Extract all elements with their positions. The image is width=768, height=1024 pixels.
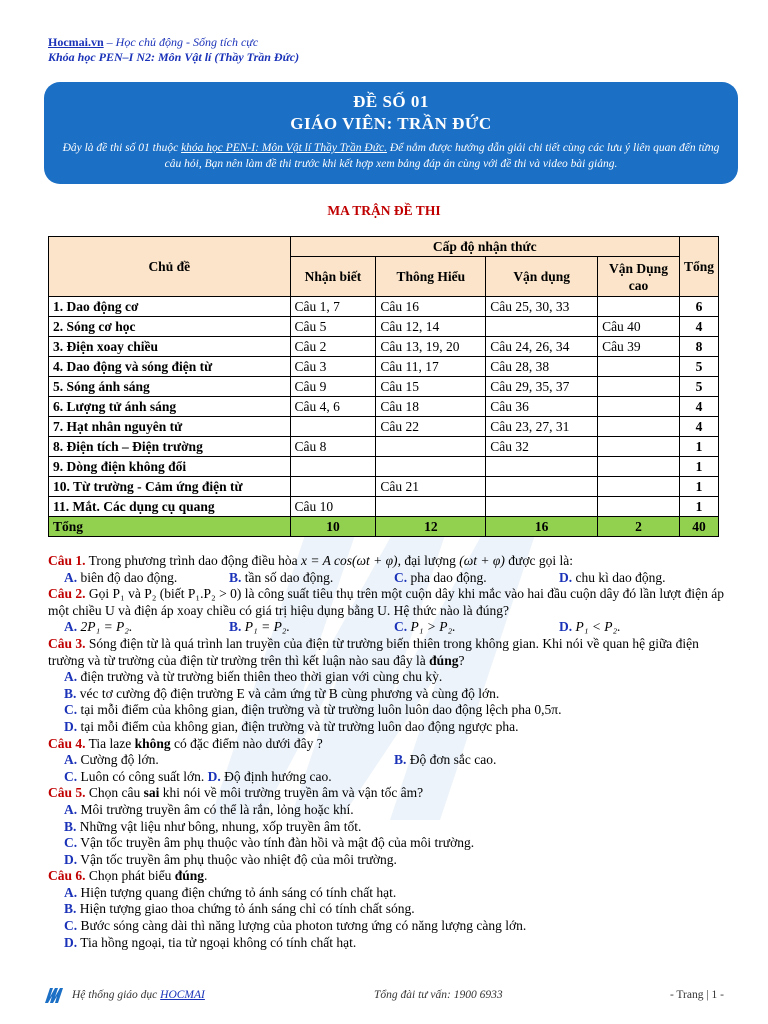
option[interactable]: C. P₁ > P₂. bbox=[394, 619, 456, 635]
banner-description: Đây là đề thi số 01 thuộc khóa học PEN-I: Môn Vật lí Thầy Trần Đức. Để nắm được hướng dẫn giải chi tiết cùng các lưu ý liên quan đến từng câu hỏi, Bạn nên làm đề thi trước khi kết hợp xem bảng đáp án cùng với đề thi và video bài giảng. bbox=[62, 142, 720, 170]
question-2: Câu 2. Gọi P₁ và P₂ (biết P₁.P₂ > 0) là công suất tiêu thụ trên một cuộn dây khi mắc vào hai đầu cuộn dây đó lần lượt điện áp một chiều U và điện áp xoay chiều có giá trị hiệu dụng bằng U. Hệ thức nào là đúng? bbox=[48, 586, 725, 618]
total-cell: 1 bbox=[679, 457, 718, 477]
matrix-row bbox=[49, 357, 719, 377]
question-cell bbox=[290, 417, 376, 437]
question-4: Câu 4. Tia laze không có đặc điểm nào dưới đây ? bbox=[48, 735, 323, 751]
matrix-row bbox=[49, 497, 719, 517]
option[interactable]: B. Độ đơn sắc cao. bbox=[394, 752, 497, 768]
question-cell bbox=[486, 497, 598, 517]
question-cell: Câu 2 bbox=[290, 337, 376, 357]
total-cell: 6 bbox=[679, 297, 718, 317]
topic-cell: 2. Sóng cơ học bbox=[49, 317, 291, 337]
option[interactable]: C. pha dao động. bbox=[394, 569, 487, 585]
topic-cell: 9. Dòng điện không đổi bbox=[49, 457, 291, 477]
level-header: Vận dụng bbox=[486, 257, 598, 297]
question-cell: Câu 28, 38 bbox=[486, 357, 598, 377]
option[interactable]: A. Cường độ lớn. bbox=[64, 752, 159, 768]
question-cell bbox=[376, 437, 486, 457]
question-cell: Câu 12, 14 bbox=[376, 317, 486, 337]
matrix-row bbox=[49, 457, 719, 477]
question-cell bbox=[598, 437, 680, 457]
question-1: Câu 1. Trong phương trình dao động điều hòa x = A cos(ωt + φ), đại lượng (ωt + φ) được gọi là: bbox=[48, 553, 573, 568]
matrix-row bbox=[49, 417, 719, 437]
col-total: Tổng bbox=[679, 237, 718, 297]
option[interactable]: D. Tia hồng ngoại, tia tử ngoại không có tính chất hạt. bbox=[64, 934, 357, 950]
question-cell: Câu 29, 35, 37 bbox=[486, 377, 598, 397]
question-cell: Câu 3 bbox=[290, 357, 376, 377]
question-cell bbox=[290, 457, 376, 477]
option[interactable]: D. tại mỗi điểm của không gian, điện trường và từ trường luôn dao động ngược pha. bbox=[64, 718, 519, 734]
topic-cell: 6. Lượng tử ánh sáng bbox=[49, 397, 291, 417]
sum-cell: 2 bbox=[598, 517, 680, 537]
matrix-row bbox=[49, 397, 719, 417]
total-cell: 5 bbox=[679, 357, 718, 377]
hocmai-link[interactable]: HOCMAI bbox=[160, 989, 205, 1001]
option[interactable]: B. Hiện tượng giao thoa chứng tỏ ánh sáng chỉ có tính chất sóng. bbox=[64, 901, 415, 917]
option[interactable]: D. P₁ < P₂. bbox=[559, 619, 621, 635]
topic-cell: 8. Điện tích – Điện trường bbox=[49, 437, 291, 457]
matrix-row bbox=[49, 297, 719, 317]
option[interactable]: A. Hiện tượng quang điện chứng tỏ ánh sáng có tính chất hạt. bbox=[64, 884, 397, 900]
page-header bbox=[48, 35, 299, 65]
matrix-row bbox=[49, 477, 719, 497]
sum-row bbox=[49, 517, 719, 537]
topic-cell: 1. Dao động cơ bbox=[49, 297, 291, 317]
matrix-row bbox=[49, 437, 719, 457]
matrix-row bbox=[49, 317, 719, 337]
question-cell: Câu 40 bbox=[598, 317, 680, 337]
question-cell bbox=[598, 397, 680, 417]
question-cell bbox=[290, 477, 376, 497]
topic-cell: 7. Hạt nhân nguyên tử bbox=[49, 417, 291, 437]
question-cell bbox=[486, 477, 598, 497]
question-3: Câu 3. Sóng điện từ là quá trình lan truyền của điện từ trường biến thiên trong không gian. Khi nói về quan hệ giữa điện trường và từ trường của điện từ trường trên thì kết luận nào sau đây là đúng? bbox=[48, 635, 699, 668]
level-header: Vận Dụng cao bbox=[598, 257, 680, 297]
question-cell: Câu 36 bbox=[486, 397, 598, 417]
question-cell: Câu 13, 19, 20 bbox=[376, 337, 486, 357]
question-cell: Câu 11, 17 bbox=[376, 357, 486, 377]
question-cell: Câu 22 bbox=[376, 417, 486, 437]
option[interactable]: A. Môi trường truyền âm có thể là rắn, lỏng hoặc khí. bbox=[64, 801, 354, 817]
option[interactable]: B. véc tơ cường độ điện trường E và cảm ứng từ B cùng phương và cùng độ lớn. bbox=[64, 685, 500, 701]
topic-cell: 3. Điện xoay chiều bbox=[49, 337, 291, 357]
option[interactable]: C. tại mỗi điểm của không gian, điện trường và từ trường luôn luôn dao động lệch pha 0,5π. bbox=[64, 702, 562, 718]
question-cell bbox=[598, 417, 680, 437]
option[interactable]: B. tần số dao động. bbox=[229, 569, 334, 585]
option[interactable]: C. Bước sóng càng dài thì năng lượng của photon tương ứng có năng lượng càng lớn. bbox=[64, 918, 527, 934]
question-cell: Câu 1, 7 bbox=[290, 297, 376, 317]
question-cell: Câu 21 bbox=[376, 477, 486, 497]
topic-cell: 10. Từ trường - Cảm ứng điện từ bbox=[49, 477, 291, 497]
title-banner bbox=[44, 82, 738, 184]
question-cell bbox=[598, 297, 680, 317]
level-header: Thông Hiểu bbox=[376, 257, 486, 297]
site-link[interactable]: Hocmai.vn bbox=[48, 35, 104, 49]
question-cell bbox=[486, 457, 598, 477]
question-cell bbox=[486, 317, 598, 337]
footer-system: Hệ thống giáo dục HOCMAI bbox=[72, 989, 205, 1001]
exam-title: ĐỀ SỐ 01 bbox=[353, 92, 429, 111]
total-cell: 4 bbox=[679, 397, 718, 417]
footer-hotline: Tổng đài tư vấn: 1900 6933 bbox=[374, 989, 503, 1001]
total-cell: 4 bbox=[679, 417, 718, 437]
total-cell: 8 bbox=[679, 337, 718, 357]
q4-options-row1 bbox=[48, 752, 728, 769]
total-cell: 1 bbox=[679, 497, 718, 517]
total-cell: 1 bbox=[679, 437, 718, 457]
page-footer bbox=[44, 986, 724, 1006]
question-cell bbox=[598, 457, 680, 477]
option[interactable]: A. 2P₁ = P₂. bbox=[64, 619, 133, 635]
questions bbox=[48, 553, 728, 951]
option[interactable]: D. Độ định hướng cao. bbox=[207, 768, 332, 784]
level-header: Nhận biết bbox=[290, 257, 376, 297]
sum-cell: 12 bbox=[376, 517, 486, 537]
topic-cell: 11. Mắt. Các dụng cụ quang bbox=[49, 497, 291, 517]
question-cell bbox=[598, 377, 680, 397]
exam-matrix-table bbox=[48, 236, 719, 537]
question-cell: Câu 8 bbox=[290, 437, 376, 457]
question-cell: Câu 39 bbox=[598, 337, 680, 357]
course-link[interactable]: khóa học PEN-I: Môn Vật lí Thầy Trần Đức. bbox=[181, 142, 387, 154]
matrix-row bbox=[49, 337, 719, 357]
q4-options-row2 bbox=[48, 769, 728, 786]
question-cell: Câu 9 bbox=[290, 377, 376, 397]
sum-cell: 10 bbox=[290, 517, 376, 537]
question-cell: Câu 4, 6 bbox=[290, 397, 376, 417]
sum-label: Tổng bbox=[49, 517, 291, 537]
question-cell bbox=[598, 477, 680, 497]
question-5: Câu 5. Chọn câu sai khi nói về môi trường truyền âm và vận tốc âm? bbox=[48, 785, 424, 801]
course-name: Khóa học PEN–I N2: Môn Vật lí (Thầy Trần Đức) bbox=[48, 50, 300, 64]
option[interactable]: D. Vận tốc truyền âm phụ thuộc vào nhiệt độ của môi trường. bbox=[64, 851, 397, 867]
option[interactable]: D. chu kì dao động. bbox=[559, 569, 666, 585]
q1-options bbox=[48, 570, 728, 587]
question-cell: Câu 10 bbox=[290, 497, 376, 517]
question-cell: Câu 24, 26, 34 bbox=[486, 337, 598, 357]
option[interactable]: A. điện trường và từ trường biến thiên theo thời gian với cùng chu kỳ. bbox=[64, 669, 443, 685]
sum-total: 40 bbox=[679, 517, 718, 537]
question-6: Câu 6. Chọn phát biểu đúng. bbox=[48, 868, 208, 884]
col-topic: Chủ đề bbox=[49, 237, 291, 297]
option[interactable]: A. biên độ dao động. bbox=[64, 569, 178, 585]
option[interactable]: B. P₁ = P₂. bbox=[229, 619, 290, 635]
page-number: - Trang | 1 - bbox=[669, 989, 724, 1001]
total-cell: 1 bbox=[679, 477, 718, 497]
sum-cell: 16 bbox=[486, 517, 598, 537]
question-cell: Câu 15 bbox=[376, 377, 486, 397]
option[interactable]: C. Vận tốc truyền âm phụ thuộc vào tính đàn hồi và mật độ của môi trường. bbox=[64, 835, 475, 851]
question-cell bbox=[598, 497, 680, 517]
q2-options bbox=[48, 619, 728, 636]
total-cell: 4 bbox=[679, 317, 718, 337]
question-cell: Câu 25, 30, 33 bbox=[486, 297, 598, 317]
teacher-name: GIÁO VIÊN: TRẦN ĐỨC bbox=[290, 114, 492, 133]
slogan: – Học chủ động - Sống tích cực bbox=[103, 35, 259, 49]
total-cell: 5 bbox=[679, 377, 718, 397]
question-cell: Câu 16 bbox=[376, 297, 486, 317]
col-level: Cấp độ nhận thức bbox=[290, 237, 679, 257]
option[interactable]: B. Những vật liệu như bông, nhung, xốp truyền âm tốt. bbox=[64, 818, 362, 834]
question-cell: Câu 5 bbox=[290, 317, 376, 337]
topic-cell: 5. Sóng ánh sáng bbox=[49, 377, 291, 397]
question-cell bbox=[376, 457, 486, 477]
question-cell bbox=[598, 357, 680, 377]
topic-cell: 4. Dao động và sóng điện từ bbox=[49, 357, 291, 377]
question-cell: Câu 23, 27, 31 bbox=[486, 417, 598, 437]
question-cell: Câu 32 bbox=[486, 437, 598, 457]
matrix-title: MA TRẬN ĐỀ THI bbox=[327, 203, 441, 218]
question-cell: Câu 18 bbox=[376, 397, 486, 417]
hocmai-logo-icon bbox=[44, 986, 66, 1004]
option[interactable]: C. Luôn có công suất lớn. bbox=[64, 768, 205, 784]
matrix-row bbox=[49, 377, 719, 397]
question-cell bbox=[376, 497, 486, 517]
